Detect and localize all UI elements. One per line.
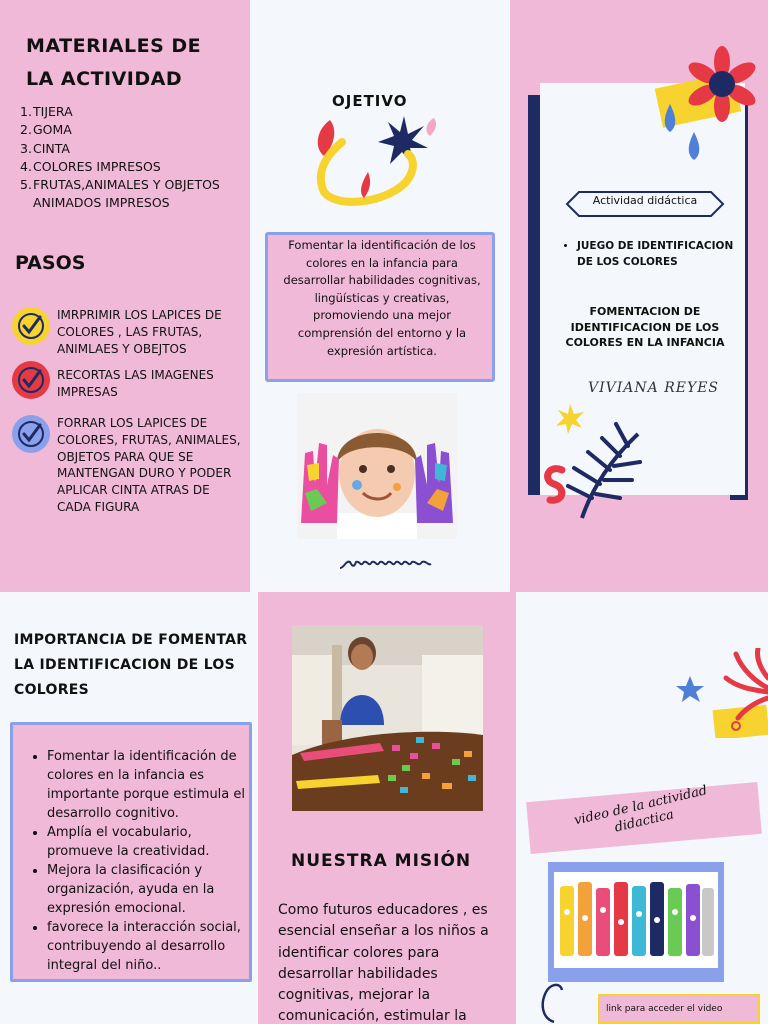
list-item: • Amplía el vocabulario, promueve la creatividad.: [47, 823, 252, 861]
materiales-title: MATERIALES DE LA ACTIVIDAD: [26, 35, 202, 90]
list-item: 1. TIJERA: [20, 104, 73, 119]
list-item: 3. CINTA: [20, 140, 70, 156]
abstract-shapes-icon: [312, 112, 442, 212]
video-link-button[interactable]: [598, 994, 760, 1024]
author-signature: VIVIANA REYES: [588, 380, 720, 396]
objetivo-title: OJETIVO: [332, 92, 408, 110]
video-thumbnail[interactable]: [548, 862, 724, 982]
check-icon: [12, 307, 50, 345]
actividad-ribbon: [565, 190, 725, 218]
materiales-panel: [0, 0, 250, 592]
child-painted-hands-photo: [297, 393, 457, 539]
list-item: 4. COLORES IMPRESOS: [20, 158, 161, 174]
flower-icon: [650, 40, 760, 170]
objetivo-panel: [250, 0, 510, 592]
check-icon: [12, 415, 50, 453]
mision-text: Como futuros educadores , es esencial enseñar a los niños a identificar colores para desarrollar habilidades cognitivas, mejorar la comunicación, estimular la: [278, 902, 489, 1024]
list-item: 5. FRUTAS,ANIMALES Y OBJETOS ANIMADOS IMPRESOS: [20, 177, 220, 211]
list-item: • JUEGO DE IDENTIFICACION DE LOS COLORES: [577, 238, 735, 270]
step-2: [12, 361, 248, 401]
portada-panel: [510, 0, 768, 592]
video-label: video de la actividad didactica: [572, 783, 709, 836]
importancia-panel: [0, 592, 258, 1024]
girl-activity-photo: [292, 625, 483, 811]
mision-panel: [258, 592, 516, 1024]
list-item: • Fomentar la identificación de colores en la infancia es importante porque estimula el desarrollo cognitivo.: [47, 747, 252, 823]
portada-bullet-list: [565, 238, 735, 270]
importancia-title: IMPORTANCIA DE FOMENTAR LA IDENTIFICACION DE LOS COLORES: [14, 632, 248, 698]
burst-decoration-icon: [676, 648, 768, 738]
ribbon-label: Actividad didáctica: [592, 194, 698, 207]
materiales-list: [20, 103, 245, 213]
step-text: FORRAR LOS LAPICES DE COLORES, FRUTAS, ANIMALES, OBJETOS PARA QUE SE MANTENGAN DURO Y PODER APLICAR CINTA ATRAS DE CADA FIGURA: [57, 416, 241, 514]
mision-title: NUESTRA MISIÓN: [291, 851, 472, 871]
importancia-list: [47, 747, 252, 975]
objetivo-box: [265, 232, 495, 382]
leaf-icon: [522, 398, 652, 528]
objetivo-text: Fomentar la identificación de los colores en la infancia para desarrollar habilidades cognitivas, lingüísticas y creativas, promoviendo una mejor comprensión del entorno y la expresión artística.: [283, 238, 481, 358]
video-link-text[interactable]: link para acceder el video: [606, 1004, 723, 1014]
check-icon: [12, 361, 50, 399]
step-text: IMRPRIMIR LOS LAPICES DE COLORES , LAS FRUTAS, ANIMLAES Y OBEJTOS: [57, 308, 222, 356]
video-label-banner: [526, 782, 762, 854]
step-1: [12, 307, 248, 357]
importancia-box: [10, 722, 252, 982]
pasos-title: PASOS: [15, 252, 86, 274]
list-item: • favorece la interacción social, contribuyendo al desarrollo integral del niño..: [47, 918, 252, 975]
squiggle-icon: [338, 558, 433, 572]
list-item: 2. GOMA: [20, 122, 72, 138]
video-panel: [516, 592, 768, 1024]
portada-subtitle: FOMENTACION DE IDENTIFICACION DE LOS COLORES EN LA INFANCIA: [565, 305, 725, 349]
step-text: RECORTAS LAS IMAGENES IMPRESAS: [57, 368, 214, 399]
list-item: • Mejora la clasificación y organización, ayuda en la expresión emocional.: [47, 861, 252, 918]
step-3: [12, 415, 248, 525]
swirl-icon: [536, 978, 566, 1024]
